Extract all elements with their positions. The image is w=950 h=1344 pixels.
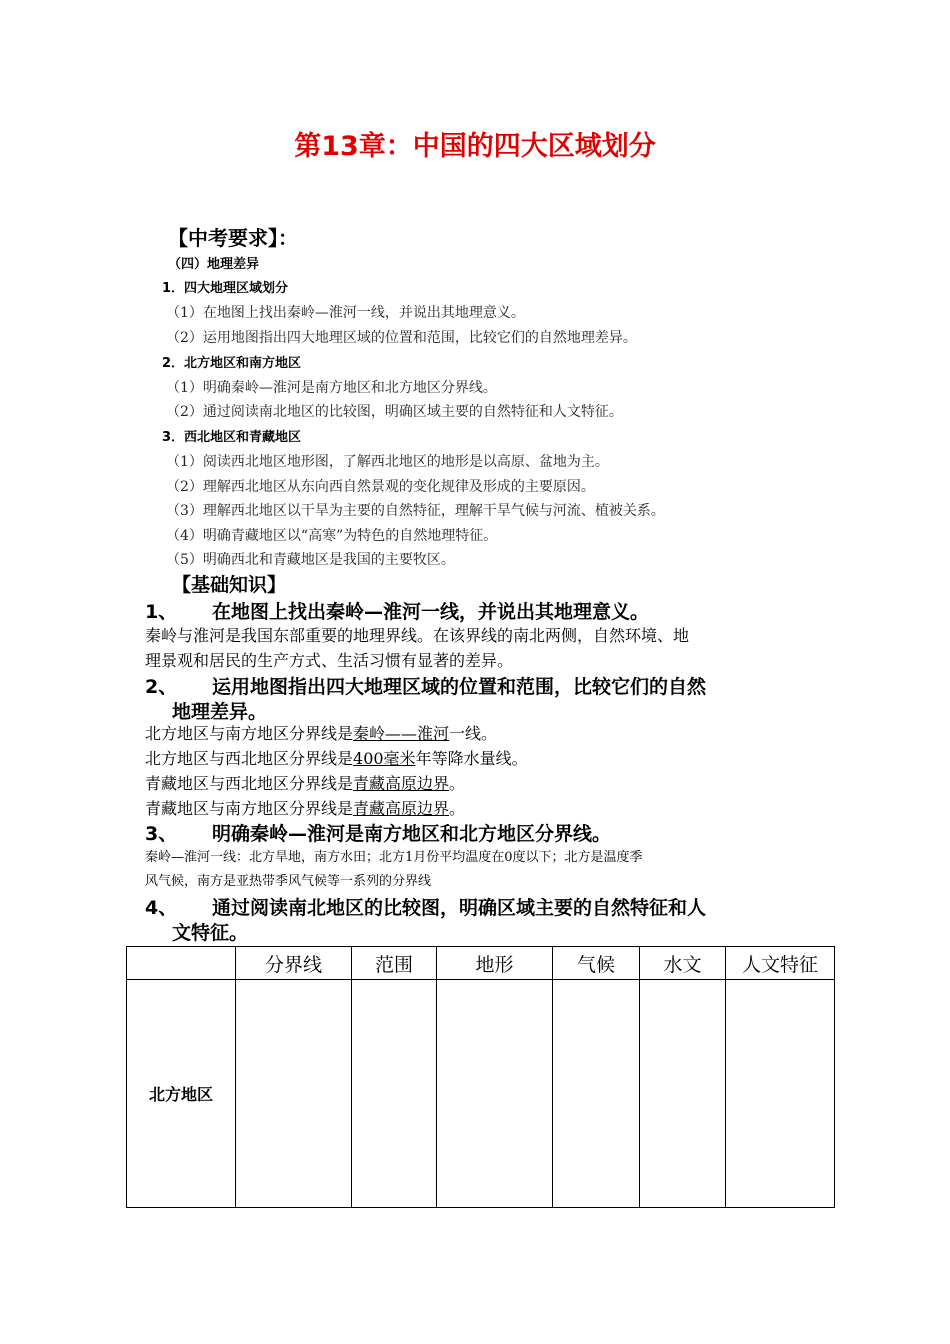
table-cell xyxy=(640,980,726,1208)
table-header-cell: 气候 xyxy=(553,947,640,980)
table-header-cell: 范围 xyxy=(352,947,437,980)
req-item: （2）运用地图指出四大地理区域的位置和范围，比较它们的自然地理差异。 xyxy=(166,330,637,346)
table-row xyxy=(127,980,835,1208)
answer-text: 秦岭与淮河是我国东部重要的地理界线。在该界线的南北两侧，自然环境、地 xyxy=(145,626,690,645)
question-text: 在地图上找出秦岭—淮河一线，并说出其地理意义。 xyxy=(212,601,650,623)
boundary-prefix: 北方地区与南方地区分界线是 xyxy=(145,724,354,743)
boundary-answer: 秦岭——淮河 xyxy=(353,724,450,743)
req-item: （1）阅读西北地区地形图，了解西北地区的地形是以高原、盆地为主。 xyxy=(166,454,609,470)
answer-text: 秦岭—淮河一线：北方旱地，南方水田；北方1月份平均温度在0度以下；北方是温度季 xyxy=(145,850,643,865)
table-header-cell xyxy=(127,947,236,980)
row-label: 北方地区 xyxy=(127,980,236,1208)
comparison-table xyxy=(126,946,835,1208)
boundary-suffix: 一线。 xyxy=(449,724,498,743)
boundary-line xyxy=(145,799,465,818)
boundary-answer: 青藏高原边界 xyxy=(353,774,450,793)
req-item: （4）明确青藏地区以“高寒”为特色的自然地理特征。 xyxy=(166,528,498,544)
answer-text: 风气候，南方是亚热带季风气候等一系列的分界线 xyxy=(145,874,432,889)
question-text: 明确秦岭—淮河是南方地区和北方地区分界线。 xyxy=(212,823,612,845)
req-item: （5）明确西北和青藏地区是我国的主要牧区。 xyxy=(166,552,455,568)
req-item: （2）理解西北地区从东向西自然景观的变化规律及形成的主要原因。 xyxy=(166,479,595,495)
question-number: 1、 xyxy=(145,601,178,623)
table-header-cell: 地形 xyxy=(437,947,553,980)
boundary-prefix: 青藏地区与西北地区分界线是 xyxy=(145,774,354,793)
table-cell xyxy=(236,980,352,1208)
boundary-answer: 青藏高原边界 xyxy=(353,799,450,818)
boundary-suffix: 。 xyxy=(449,799,466,818)
table-header-row xyxy=(127,947,835,980)
question-text: 文特征。 xyxy=(172,922,249,944)
table-cell xyxy=(553,980,640,1208)
page-title: 第13章：中国的四大区域划分 xyxy=(294,131,656,162)
basics-heading: 【基础知识】 xyxy=(172,574,287,596)
question-number: 3、 xyxy=(145,823,178,845)
req-item: （1）明确秦岭—淮河是南方地区和北方地区分界线。 xyxy=(166,380,497,396)
req-item: 2．北方地区和南方地区 xyxy=(162,356,302,371)
requirements-heading: 【中考要求】： xyxy=(168,226,298,250)
table-cell xyxy=(352,980,437,1208)
boundary-suffix: 。 xyxy=(449,774,466,793)
question-text: 运用地图指出四大地理区域的位置和范围，比较它们的自然 xyxy=(212,676,707,698)
table-header-cell: 人文特征 xyxy=(726,947,835,980)
boundary-answer: 400毫米 xyxy=(353,749,416,768)
req-item: （2）通过阅读南北地区的比较图，明确区域主要的自然特征和人文特征。 xyxy=(166,404,623,420)
requirements-section: （四）地理差异 xyxy=(168,257,260,272)
table-header-cell: 水文 xyxy=(640,947,726,980)
question-number: 4、 xyxy=(145,897,178,919)
question-text: 地理差异。 xyxy=(172,701,268,723)
question-text: 通过阅读南北地区的比较图，明确区域主要的自然特征和人 xyxy=(212,897,707,919)
boundary-line xyxy=(145,724,497,743)
answer-text: 理景观和居民的生产方式、生活习惯有显著的差异。 xyxy=(145,651,514,670)
boundary-line xyxy=(145,749,528,768)
boundary-prefix: 青藏地区与南方地区分界线是 xyxy=(145,799,354,818)
table-cell xyxy=(437,980,553,1208)
table-header-cell: 分界线 xyxy=(236,947,352,980)
boundary-line xyxy=(145,774,465,793)
req-item: 3．西北地区和青藏地区 xyxy=(162,430,302,445)
req-item: 1．四大地理区域划分 xyxy=(162,281,289,296)
question-number: 2、 xyxy=(145,676,178,698)
req-item: （3）理解西北地区以干旱为主要的自然特征，理解干旱气候与河流、植被关系。 xyxy=(166,503,665,519)
table-cell xyxy=(726,980,835,1208)
boundary-suffix: 年等降水量线。 xyxy=(415,749,528,768)
req-item: （1）在地图上找出秦岭—淮河一线，并说出其地理意义。 xyxy=(166,305,525,321)
boundary-prefix: 北方地区与西北地区分界线是 xyxy=(145,749,354,768)
